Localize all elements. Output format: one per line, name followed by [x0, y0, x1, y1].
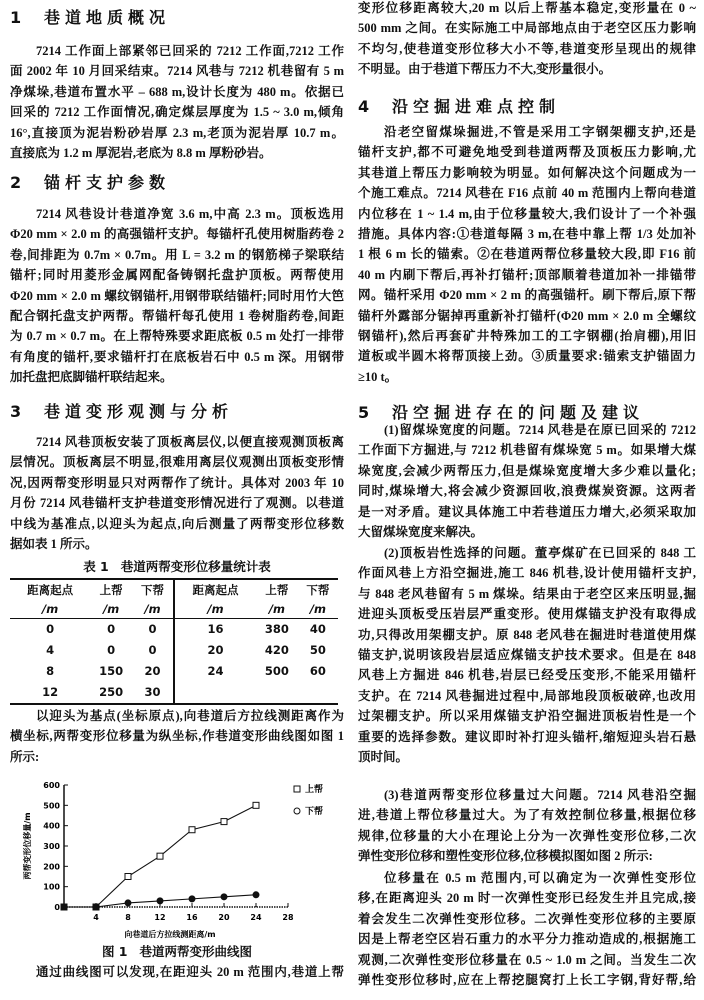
data-point	[125, 900, 131, 906]
text-line: 同时,煤垛增大,将会减少资源回收,浪费煤炭资源。这两者	[358, 484, 696, 499]
paragraph-pillar-width	[358, 420, 696, 542]
table-row	[10, 640, 338, 661]
table-cell: 0	[107, 643, 116, 657]
y-axis-label: 两帮变形位移量/m	[23, 812, 32, 880]
text-line: 况,因两帮变形明显只对两帮作了统计。具体对 2003 年 10	[10, 475, 344, 490]
table-cell: 30	[144, 685, 161, 699]
paragraph-roof-lithology	[358, 543, 696, 767]
text-line: 层情况。顶板离层不明显,很难用离层仪观测出顶板变形情	[10, 455, 344, 470]
text-line: Φ20 mm × 2.0 m 螺纹钢锚杆,用钢带联结锚杆;同时用竹大笆	[10, 288, 344, 303]
legend-label: 下帮	[305, 807, 324, 817]
text-line: 进,巷道上帮位移量过大。为了有效控制位移量,根据位移	[358, 808, 696, 823]
data-point	[189, 827, 195, 833]
text-line: 以迎头为基点(坐标原点),向巷道后方拉线测距离作为	[36, 709, 344, 723]
text-line: 卷,间排距为 0.7m × 0.7m。用 L = 3.2 m 的钢筋梯子梁联结	[10, 247, 344, 262]
data-point	[253, 892, 259, 898]
text-line: ≥10 t。	[358, 369, 398, 384]
text-line: 支护。在 7214 风巷掘进过程中,局部地段顶板破碎,也改用	[358, 688, 696, 703]
text-line: 所示:	[10, 749, 40, 764]
table-cell: 380	[264, 622, 289, 636]
text-line: 钢锚杆),然后再套矿井特殊加工的工字钢棚(抬肩棚),用旧	[358, 328, 696, 343]
text-line: 锚杆外露部分锯掉再重新补打锚杆(Φ20 mm × 2.0 m 全螺纹	[358, 308, 696, 323]
text-line: 重要的选择参数。建议即时补打迎头锚杆,缩短迎头岩石悬	[358, 729, 696, 744]
text-line: 顶时间。	[358, 749, 409, 764]
text-line: 与 848 老风巷留有 5 m 煤垛。结果由于老空区来压明显,掘	[358, 586, 696, 601]
x-tick-label: 12	[154, 913, 166, 922]
x-tick-label: 28	[282, 913, 294, 922]
table-cell: 0	[148, 643, 157, 657]
text-line: 中线为基准点,以迎头为起点,向后测量了两帮变形位移数	[10, 516, 344, 531]
table-cell: 24	[174, 661, 256, 682]
legend-label: 上帮	[305, 785, 324, 795]
text-line: 40 m 内刷下帮后,再补打锚杆;顶部顺着巷道加补一排锚带	[358, 267, 696, 282]
text-line: 通过曲线图可以发现,在距迎头 20 m 范围内,巷道上帮	[36, 965, 344, 979]
y-tick-label: 200	[43, 862, 60, 872]
data-point	[253, 802, 259, 808]
data-point	[157, 853, 163, 859]
text-line: (2)顶板岩性选择的问题。董亭煤矿在已回采的 848 工	[384, 546, 696, 560]
table-cell: 20	[144, 664, 161, 678]
table-cell: 0	[46, 622, 55, 636]
text-line: 7214 工作面上部紧邻已回采的 7212 工作面,7212 工作	[36, 44, 344, 58]
x-tick-label: 16	[186, 913, 198, 922]
table-1	[10, 578, 338, 705]
paragraph-difficulty-control	[358, 122, 696, 387]
text-line: 风巷上方掘进 846 机巷,岩层已经受压变形,不能采用锚杆	[358, 668, 696, 683]
text-line: 着会发生二次弹性变形位移。二次弹性变形位移的主要原	[358, 911, 696, 926]
table-header-row: 距离起点 上帮 下帮 距离起点 上帮 下帮	[10, 579, 338, 600]
table-cell: 250	[99, 685, 124, 699]
text-line: 沿老空留煤垛掘进,不管是采用工字钢架棚支护,还是	[384, 125, 696, 139]
y-tick-label: 300	[43, 842, 60, 851]
paragraph-bolt-params	[10, 204, 344, 388]
legend-marker	[294, 808, 300, 814]
table-cell: 150	[99, 664, 124, 678]
text-line: 16°,直接顶为泥岩粉砂岩厚 2.3 m,老顶为泥岩厚 10.7 m。	[10, 125, 344, 140]
table-cell: 40	[309, 622, 326, 636]
text-line: 进迎头顶板受压岩层严重变形。使用煤锚支护没有取得成	[358, 607, 696, 622]
data-point	[61, 904, 67, 910]
paragraph-elastic-deformation	[358, 868, 696, 990]
text-line: 配合钢托盘支护两帮。帮锚杆每孔使用 1 卷树脂药卷,间距	[10, 308, 344, 323]
y-tick-label: 0	[54, 903, 60, 912]
text-line: 个施工难点。7214 风巷在 F16 点前 40 m 范围内上帮向巷道	[358, 186, 696, 201]
table-body	[10, 619, 338, 705]
data-point	[189, 896, 195, 902]
text-line: 500 mm 之间。在实际施工中局部地点由于老空区压力影响	[358, 21, 696, 36]
text-line: 是一对矛盾。建议具体施工中若巷道压力增大,必须采取加	[358, 504, 696, 519]
y-tick-label: 400	[43, 821, 60, 831]
text-line: 作面风巷上方沿空掘进,施工 846 机巷,设计使用锚杆支护,	[358, 566, 696, 581]
text-line: 直接底为 1.2 m 厚泥岩,老底为 8.8 m 厚粉砂岩。	[10, 145, 272, 160]
table-1-caption: 表 1 巷道两帮变形位移量统计表	[83, 559, 271, 574]
text-line: 净煤垛,巷道布置水平 – 688 m,设计长度为 480 m。依据已	[10, 84, 344, 99]
text-line: 过架棚支护。所以采用煤锚支护沿空掘进顶板岩性是一个	[358, 709, 696, 724]
text-line: 其巷道上帮压力影响较为明显。如何解决这个问题成为一	[358, 165, 696, 180]
text-line: 内位移在 1 ~ 1.4 m,由于位移量较大,我们设计了一个补强	[358, 206, 696, 221]
table-cell: 12	[42, 685, 59, 699]
text-line: 措施。具体内容:①巷道每隔 3 m,在巷中靠上帮 1/3 处加补	[358, 226, 696, 241]
paragraph-observation	[10, 432, 344, 554]
text-line: 不均匀,使巷道变形位移大小不等,巷道变形呈现出的规律	[358, 41, 696, 56]
figure-1-caption: 图 1 巷道两帮变形曲线图	[101, 944, 253, 959]
x-tick-label: 8	[125, 913, 131, 922]
text-line: 移,在距离迎头 20 m 时一次弹性变形已经发生并且完成,接	[358, 891, 696, 906]
text-line: 7214 风巷设计巷道净宽 3.6 m,中高 2.3 m。顶板选用	[36, 207, 344, 221]
text-line: 有角度的锚杆,要求锚杆打在底板岩石中 0.5 m 深。用钢带	[10, 349, 344, 364]
legend-marker	[294, 786, 300, 792]
paragraph-curve-analysis-cont	[358, 0, 696, 80]
text-line: 横坐标,两帮变形位移量为纵坐标,作巷道变形曲线图如图 1	[10, 729, 344, 744]
table-units-row: /m /m /m /m /m /m	[10, 600, 338, 619]
table-cell	[174, 682, 256, 704]
section-3-heading: 3 巷道变形观测与分析	[10, 402, 234, 421]
section-5-heading: 5 沿空掘进存在的问题及建议	[358, 403, 645, 422]
table-cell: 500	[264, 664, 289, 678]
text-line: 弹性变形位移时,应在上帮挖腿窝打上长工字钢,背好帮,给	[358, 972, 696, 987]
paragraph-geology	[10, 41, 344, 163]
deformation-chart	[0, 770, 350, 942]
text-line: 锚支护,说明该段岩层适应煤锚支护技术要求。但是在 848	[358, 647, 696, 662]
section-4-heading: 4 沿空掘进难点控制	[358, 97, 561, 116]
text-line: 观测,二次弹性变形位移量在 0.5 ~ 1.0 m 之间。当发生二次	[358, 952, 696, 967]
table-cell: 16	[174, 619, 256, 641]
text-line: 垛宽度,会减少两帮压力,但是煤垛宽度增大多少难以量化;	[358, 463, 696, 478]
text-line: 变形位移距离较大,20 m 以后上帮基本稳定,变形量在 0 ~	[358, 1, 696, 15]
section-1-heading: 1 巷道地质概况	[10, 8, 171, 27]
text-line: 规律,位移量的大小在理论上分为一次弹性变形位移,二次	[358, 828, 696, 843]
text-line: 1 根 6 m 长的锚索。②在巷道两帮位移量较大段,即 F16 前	[358, 247, 696, 262]
text-line: 弹性变形位移和塑性变形位移,位移模拟图如图 2 所示:	[358, 849, 653, 864]
text-line: 位移量在 0.5 m 范围内,可以确定为一次弹性变形位	[384, 871, 696, 885]
table-cell: 420	[264, 643, 289, 657]
text-line: (1)留煤垛宽度的问题。7214 风巷是在原已回采的 7212	[384, 423, 696, 437]
text-line: 因是上帮老空区岩石重力的水平分力推动造成的,根据施工	[358, 932, 696, 947]
table-cell: 50	[309, 643, 326, 657]
text-line: 为 0.7 m × 0.7 m。在上帮特殊要求距底板 0.5 m 处打一排带	[10, 329, 344, 344]
table-cell: 8	[46, 664, 55, 678]
x-tick-label: 24	[250, 913, 262, 922]
x-tick-label: 4	[93, 913, 99, 922]
table-cell: 0	[148, 622, 157, 636]
data-point	[93, 904, 99, 910]
table-cell: 4	[46, 643, 55, 657]
text-line: 锚杆;同时用菱形金属网配备铸钢托盘护顶板。两帮使用	[10, 268, 344, 283]
text-line: 不明显。由于巷道下帮压力不大,变形量很小。	[358, 62, 612, 77]
paragraph-figure-intro	[10, 706, 344, 767]
text-line: Φ20 mm × 2.0 m 的高强锚杆支护。每锚杆孔使用树脂药卷 2	[10, 227, 344, 242]
table-cell: 0	[107, 622, 116, 636]
table-cell: 20	[174, 640, 256, 661]
section-2-heading: 2 锚杆支护参数	[10, 173, 171, 192]
text-line: (3)巷道两帮变形位移量过大问题。7214 风巷沿空掘	[384, 788, 696, 802]
text-line: 面 2002 年 10 月回采结束。7214 风巷与 7212 机巷留有 5 m	[10, 64, 344, 79]
table-cell	[298, 682, 338, 704]
text-line: 月份 7214 风巷锚杆支护巷道变形情况进行了观测。以巷道	[10, 496, 344, 511]
table-row	[10, 619, 338, 641]
text-line: 7214 风巷顶板安装了顶板离层仪,以便直接观测顶板离	[36, 435, 344, 449]
y-tick-label: 600	[43, 781, 60, 790]
paragraph-curve-analysis-start	[10, 962, 344, 982]
y-tick-label: 500	[43, 801, 60, 811]
table-cell	[256, 682, 298, 704]
table-row	[10, 682, 338, 704]
text-line: 回采的 7212 工作面情况,确定煤层厚度为 1.5 ~ 3.0 m,倾角	[10, 105, 344, 120]
x-axis-label: 向巷道后方拉线测距离/m	[124, 930, 216, 939]
data-point	[221, 819, 227, 825]
data-point	[157, 898, 163, 904]
text-line: 据如表 1 所示。	[10, 536, 98, 551]
table-row	[10, 661, 338, 682]
text-line: 加托盘把底脚锚杆联结起来。	[10, 370, 173, 385]
data-point	[221, 894, 227, 900]
text-line: 网。锚杆采用 Φ20 mm × 2 m 的高强锚杆。刷下帮后,原下帮	[358, 288, 696, 303]
table-cell: 60	[309, 664, 326, 678]
y-tick-label: 100	[43, 882, 60, 892]
data-point	[125, 874, 131, 880]
text-line: 工作面下方掘进,与 7212 机巷留有煤垛宽 5 m。如果增大煤	[358, 443, 696, 458]
text-line: 道板或半圆木将帮顶接上劲。③质量要求:锚索支护锚固力	[358, 349, 696, 364]
x-tick-label: 20	[218, 913, 230, 922]
text-line: 功,只得改用架棚支护。原 848 老风巷在掘进时巷道使用煤	[358, 627, 696, 642]
text-line: 锚杆支护,都不可避免地受到巷道两帮及顶板压力影响,尤	[358, 145, 696, 160]
text-line: 大留煤垛宽度来解决。	[358, 524, 484, 539]
paragraph-displacement	[358, 785, 696, 867]
